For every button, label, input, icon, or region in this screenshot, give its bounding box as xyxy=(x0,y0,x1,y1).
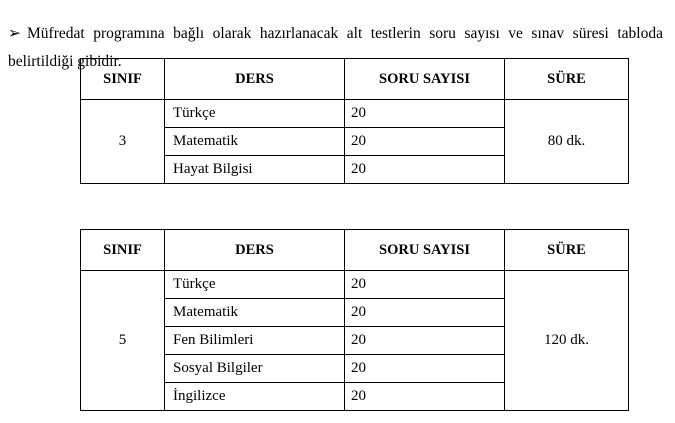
ders-cell: Türkçe xyxy=(165,271,345,299)
ders-cell: Hayat Bilgisi xyxy=(165,156,345,184)
intro-text: Müfredat programına bağlı olarak hazırlanacak alt testlerin soru sayısı ve sınav süresi tabloda belirtildiği gibidir. xyxy=(8,24,663,70)
header-row xyxy=(81,230,629,271)
header-ders: DERS xyxy=(165,230,345,271)
soru-cell: 20 xyxy=(345,128,505,156)
soru-cell: 20 xyxy=(345,271,505,299)
header-row xyxy=(81,59,629,100)
header-sinif: SINIF xyxy=(81,230,165,271)
ders-cell: Matematik xyxy=(165,299,345,327)
header-soru-sayisi: SORU SAYISI xyxy=(345,230,505,271)
header-sure: SÜRE xyxy=(505,59,629,100)
header-soru-sayisi: SORU SAYISI xyxy=(345,59,505,100)
ders-cell: İngilizce xyxy=(165,383,345,411)
grade-3-table xyxy=(80,58,629,184)
header-ders: DERS xyxy=(165,59,345,100)
soru-cell: 20 xyxy=(345,100,505,128)
ders-cell: Fen Bilimleri xyxy=(165,327,345,355)
ders-cell: Matematik xyxy=(165,128,345,156)
soru-cell: 20 xyxy=(345,327,505,355)
soru-cell: 20 xyxy=(345,156,505,184)
soru-cell: 20 xyxy=(345,383,505,411)
table-row xyxy=(81,271,629,299)
arrow-bullet-icon: ➢ xyxy=(8,24,21,42)
sure-cell: 80 dk. xyxy=(505,100,629,184)
table-row xyxy=(81,100,629,128)
sure-cell: 120 dk. xyxy=(505,271,629,411)
header-sinif: SINIF xyxy=(81,59,165,100)
ders-cell: Sosyal Bilgiler xyxy=(165,355,345,383)
grade-5-table xyxy=(80,229,629,411)
soru-cell: 20 xyxy=(345,355,505,383)
header-sure: SÜRE xyxy=(505,230,629,271)
sinif-cell: 3 xyxy=(81,100,165,184)
ders-cell: Türkçe xyxy=(165,100,345,128)
sinif-cell: 5 xyxy=(81,271,165,411)
soru-cell: 20 xyxy=(345,299,505,327)
